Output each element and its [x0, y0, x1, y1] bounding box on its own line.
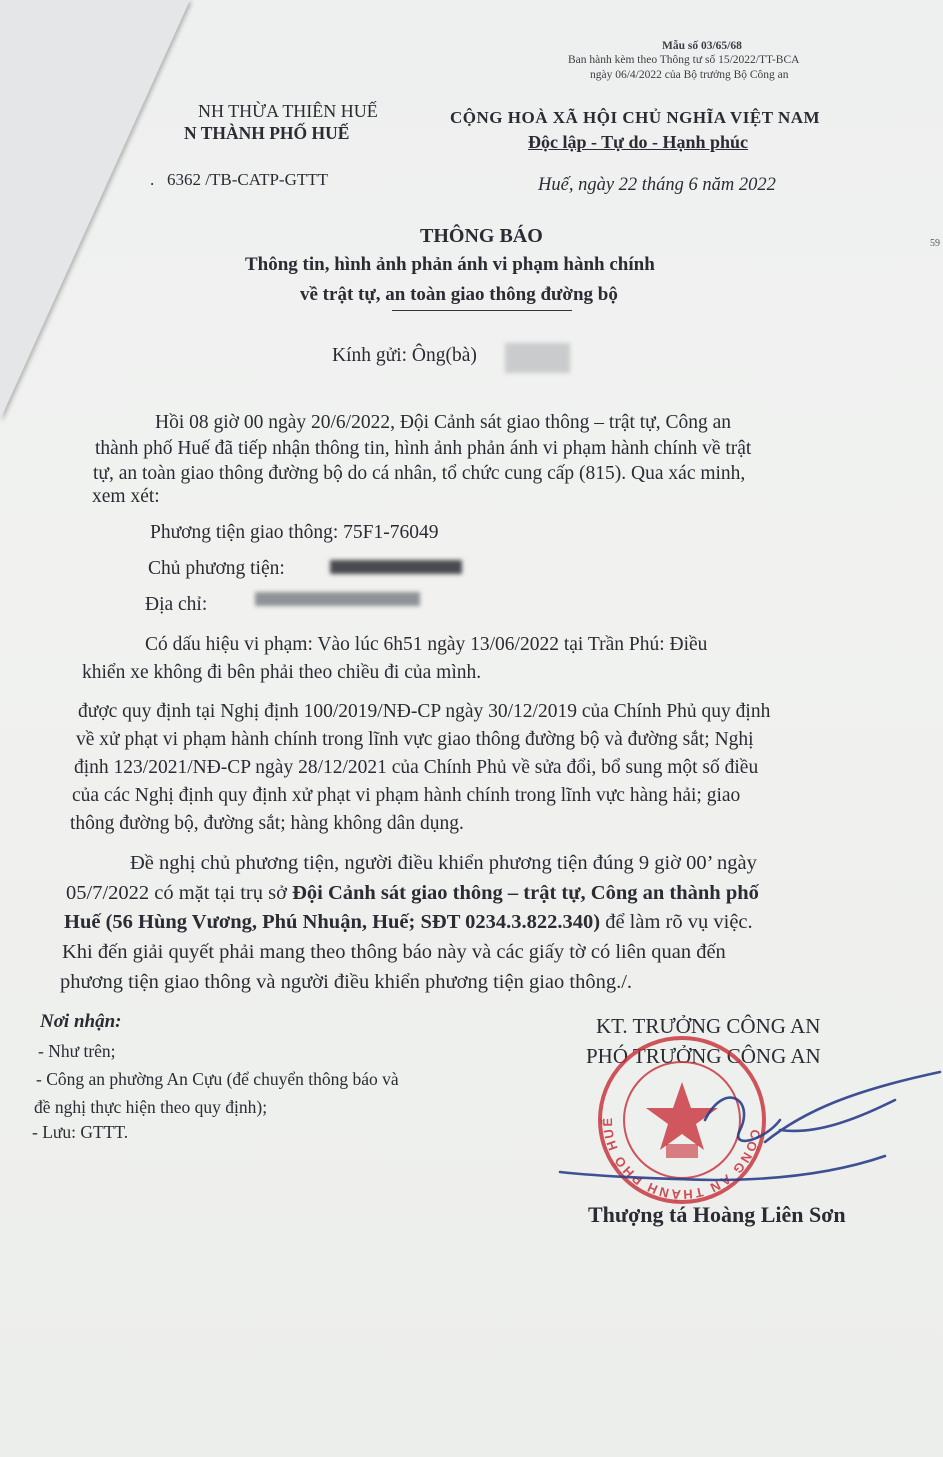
para2-line-5: thông đường bộ, đường sắt; hàng không dân dụng.: [70, 813, 464, 834]
para2-line-3: định 123/2021/NĐ-CP ngày 28/12/2021 của Chính Phủ về sửa đổi, bổ sung một số điều: [74, 757, 759, 778]
notice-subtitle-1: Thông tin, hình ảnh phản ánh vi phạm hành chính: [245, 254, 655, 275]
redacted-address: [255, 592, 420, 606]
recipient-label: Kính gửi: Ông(bà): [332, 345, 477, 366]
para3-line-1: Đề nghị chủ phương tiện, người điều khiển phương tiện đúng 9 giờ 00’ ngày: [130, 852, 757, 874]
para2-line-4: của các Nghị định quy định xử phạt vi phạm hành chính trong lĩnh vực hàng hải; giao: [72, 785, 741, 806]
agency-line-1: NH THỪA THIÊN HUẾ: [198, 101, 378, 121]
doc-number: . 6362 /TB-CATP-GTTT: [150, 170, 329, 189]
form-issued-date: ngày 06/4/2022 của Bộ trưởng Bộ Công an: [590, 69, 789, 81]
receiver-item: - Như trên;: [38, 1041, 116, 1061]
national-title: CỘNG HOÀ XÃ HỘI CHỦ NGHĨA VIỆT NAM: [450, 108, 821, 127]
receiver-item: - Công an phường An Cựu (để chuyển thông báo và: [36, 1069, 399, 1089]
receiver-item: đề nghị thực hiện theo quy định);: [34, 1097, 268, 1117]
notice-subtitle-2: về trật tự, an toàn giao thông đường bộ: [300, 284, 618, 305]
subtitle-underline: [392, 310, 572, 311]
place-date: Huế, ngày 22 tháng 6 năm 2022: [538, 175, 776, 195]
svg-text:CÔNG AN THÀNH PHỐ HUẾ: CÔNG AN THÀNH PHỐ HUẾ: [599, 1115, 764, 1203]
form-number: Mẫu số 03/65/68: [662, 40, 742, 52]
receiver-item: - Lưu: GTTT.: [32, 1122, 129, 1142]
folded-paper-corner: [0, 0, 190, 420]
address-label: Địa chỉ:: [145, 594, 208, 615]
owner-label: Chủ phương tiện:: [148, 558, 285, 579]
redacted-owner: [330, 560, 462, 574]
national-motto: Độc lập - Tự do - Hạnh phúc: [528, 132, 749, 152]
para3-line-2: 05/7/2022 có mặt tại trụ sở Đội Cảnh sát giao thông – trật tự, Công an thành phố: [66, 882, 759, 904]
para1-line-2: thành phố Huế đã tiếp nhận thông tin, hình ảnh phản ánh vi phạm hành chính về trật: [95, 438, 752, 459]
handwritten-signature: [555, 1060, 943, 1190]
signature-title-2: PHÓ TRƯỞNG CÔNG AN: [586, 1044, 821, 1068]
receivers-title: Nơi nhận:: [40, 1011, 122, 1032]
notice-heading: THÔNG BÁO: [420, 225, 543, 247]
para3-line-3: Huế (56 Hùng Vương, Phú Nhuận, Huế; SĐT 0234.3.822.340) để làm rõ vụ việc.: [64, 911, 753, 933]
para1-line-4: xem xét:: [92, 486, 160, 507]
para2-line-2: về xử phạt vi phạm hành chính trong lĩnh vực giao thông đường bộ và đường sắt; Nghị: [76, 729, 754, 750]
form-issued-with: Ban hành kèm theo Thông tư số 15/2022/TT-BCA: [568, 54, 800, 66]
para3-line-4: Khi đến giải quyết phải mang theo thông báo này và các giấy tờ có liên quan đến: [62, 941, 726, 963]
agency-line-2: N THÀNH PHỐ HUẾ: [184, 123, 350, 143]
violation-line-1: Có dấu hiệu vi phạm: Vào lúc 6h51 ngày 13/06/2022 tại Trần Phú: Điều: [145, 634, 708, 655]
edge-mark: 59: [930, 238, 940, 249]
para3-line-5: phương tiện giao thông và người điều khiển phương tiện giao thông./.: [60, 971, 633, 993]
para1-line-3: tự, an toàn giao thông đường bộ do cá nhân, tổ chức cung cấp (815). Qua xác minh,: [93, 463, 746, 484]
para2-line-1: được quy định tại Nghị định 100/2019/NĐ-CP ngày 30/12/2019 của Chính Phủ quy định: [78, 701, 771, 722]
redacted-recipient: [505, 343, 570, 373]
para1-line-1: Hồi 08 giờ 00 ngày 20/6/2022, Đội Cảnh sát giao thông – trật tự, Công an: [155, 412, 732, 433]
signer-name: Thượng tá Hoàng Liên Sơn: [588, 1202, 846, 1227]
violation-line-2: khiển xe không đi bên phải theo chiều đi của mình.: [82, 662, 482, 683]
vehicle-plate: Phương tiện giao thông: 75F1-76049: [150, 522, 439, 543]
signature-title-1: KT. TRƯỞNG CÔNG AN: [596, 1014, 821, 1038]
